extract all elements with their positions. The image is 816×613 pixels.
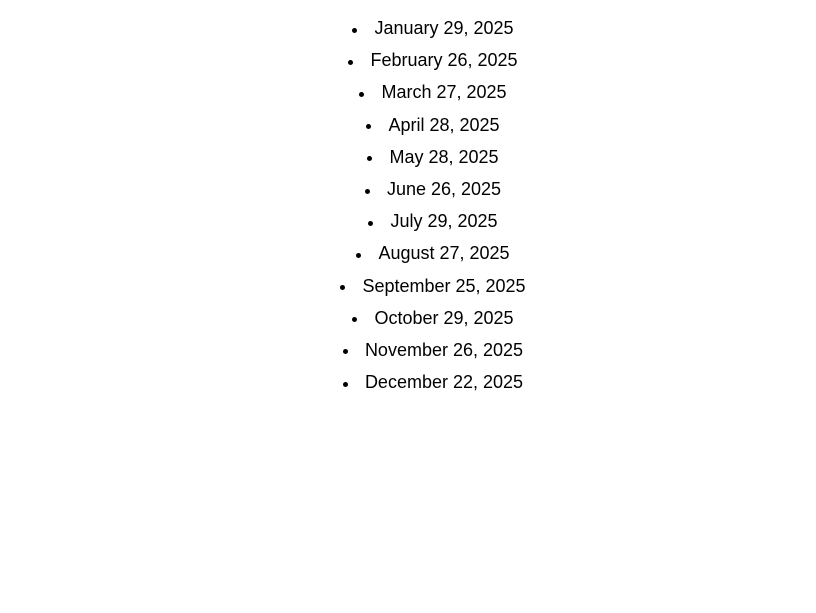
bullet-icon	[368, 221, 373, 226]
date-text: May 28, 2025	[389, 146, 499, 167]
list-item	[0, 76, 816, 108]
list-item	[0, 141, 816, 173]
date-text: September 25, 2025	[362, 275, 526, 296]
bullet-icon	[343, 382, 348, 387]
list-item	[0, 270, 816, 302]
bullet-icon	[367, 156, 372, 161]
date-text: January 29, 2025	[374, 18, 514, 39]
bullet-icon	[352, 28, 357, 33]
list-item	[0, 334, 816, 366]
date-text: November 26, 2025	[364, 339, 524, 360]
date-list	[0, 12, 816, 398]
list-item	[0, 173, 816, 205]
list-item	[0, 44, 816, 76]
bullet-icon	[365, 189, 370, 194]
list-item	[0, 366, 816, 398]
list-item	[0, 109, 816, 141]
bullet-icon	[352, 317, 357, 322]
list-item	[0, 237, 816, 269]
list-item	[0, 302, 816, 334]
date-text: December 22, 2025	[364, 372, 524, 393]
bullet-icon	[356, 253, 361, 258]
bullet-icon	[366, 124, 371, 129]
bullet-icon	[343, 349, 348, 354]
date-text: October 29, 2025	[374, 307, 514, 328]
date-text: July 29, 2025	[390, 211, 498, 232]
bullet-icon	[340, 285, 345, 290]
date-text: August 27, 2025	[378, 243, 510, 264]
date-text: June 26, 2025	[386, 179, 502, 200]
date-text: March 27, 2025	[381, 82, 507, 103]
bullet-icon	[348, 60, 353, 65]
list-item	[0, 12, 816, 44]
date-text: April 28, 2025	[388, 114, 500, 135]
bullet-icon	[359, 92, 364, 97]
list-item	[0, 205, 816, 237]
date-text: February 26, 2025	[370, 50, 518, 71]
